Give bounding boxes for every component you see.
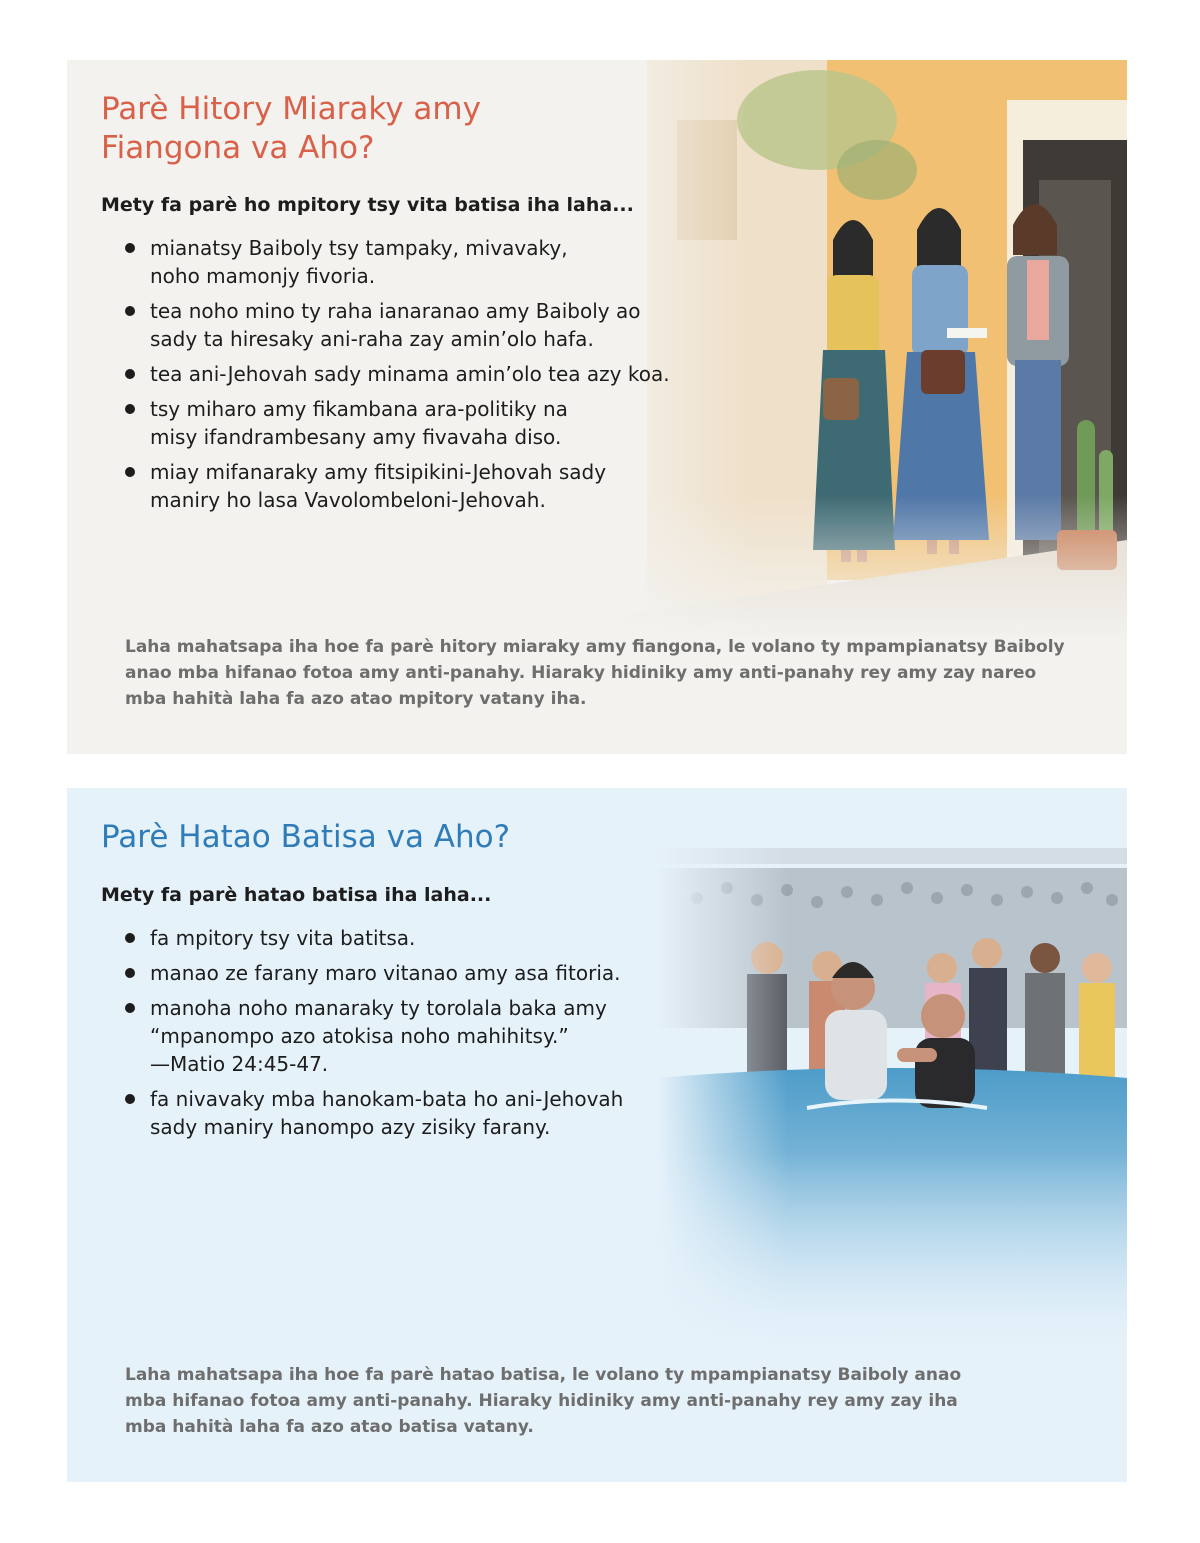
bullet-icon [125,933,135,943]
bullet-icon [125,404,135,414]
list-item [125,959,685,987]
list-item-text: mianatsy Baiboly tsy tampaky, mivavaky, noho mamonjy fivoria. [150,236,568,288]
criteria-list [125,924,685,1148]
list-item-text: fa nivavaky mba hanokam-bata ho ani-Jehovah sady maniry hanompo azy zisiky farany. [150,1087,624,1139]
section-lead: Mety fa parè hatao batisa iha laha... [101,884,492,906]
list-item-text: tea noho mino ty raha ianaranao amy Baiboly ao sady ta hiresaky ani-raha zay amin’olo hafa. [150,299,641,351]
list-item [125,395,705,451]
list-item [125,234,705,290]
list-item-text: manao ze farany maro vitanao amy asa fitoria. [150,961,621,985]
list-item [125,458,705,514]
publisher-section [67,60,1127,754]
bullet-icon [125,243,135,253]
section-title: Parè Hitory Miaraky amy Fiangona va Aho? [101,91,481,166]
bullet-icon [125,467,135,477]
bullet-icon [125,968,135,978]
section-footnote: Laha mahatsapa iha hoe fa parè hatao batisa, le volano ty mpampianatsy Baiboly anao mba hifanao fotoa amy anti-panahy. Hiaraky hidiniky amy anti-panahy rey amy zay iha mba hahità laha fa azo atao batisa vatany. [125,1365,962,1437]
section-title: Parè Hatao Batisa va Aho? [101,819,511,855]
bullet-icon [125,1094,135,1104]
baptism-section [67,788,1127,1482]
baptism-pool-illustration [657,788,1127,1348]
list-item-text: manoha noho manaraky ty torolala baka amy “mpanompo azo atokisa noho mahihitsy.” —Matio 24:45-47. [150,996,607,1076]
bullet-icon [125,1003,135,1013]
bullet-icon [125,369,135,379]
list-item [125,297,705,353]
list-item-text: tsy miharo amy fikambana ara-politiky na misy ifandrambesany amy fivavaha diso. [150,397,568,449]
section-footnote: Laha mahatsapa iha hoe fa parè hitory miaraky amy fiangona, le volano ty mpampianatsy Baiboly anao mba hifanao fotoa amy anti-panahy. Hiaraky hidiniky amy anti-panahy rey amy zay nareo mba hahità laha fa azo atao mpitory vatany iha. [125,637,1065,709]
list-item [125,994,685,1078]
section-lead: Mety fa parè ho mpitory tsy vita batisa iha laha... [101,194,634,216]
list-item-text: miay mifanaraky amy fitsipikini-Jehovah sady maniry ho lasa Vavolombeloni-Jehovah. [150,460,607,512]
list-item-text: tea ani-Jehovah sady minama amin’olo tea azy koa. [150,362,670,386]
criteria-list [125,234,705,521]
list-item [125,924,685,952]
list-item [125,1085,685,1141]
list-item-text: fa mpitory tsy vita batitsa. [150,926,416,950]
bullet-icon [125,306,135,316]
list-item [125,360,705,388]
